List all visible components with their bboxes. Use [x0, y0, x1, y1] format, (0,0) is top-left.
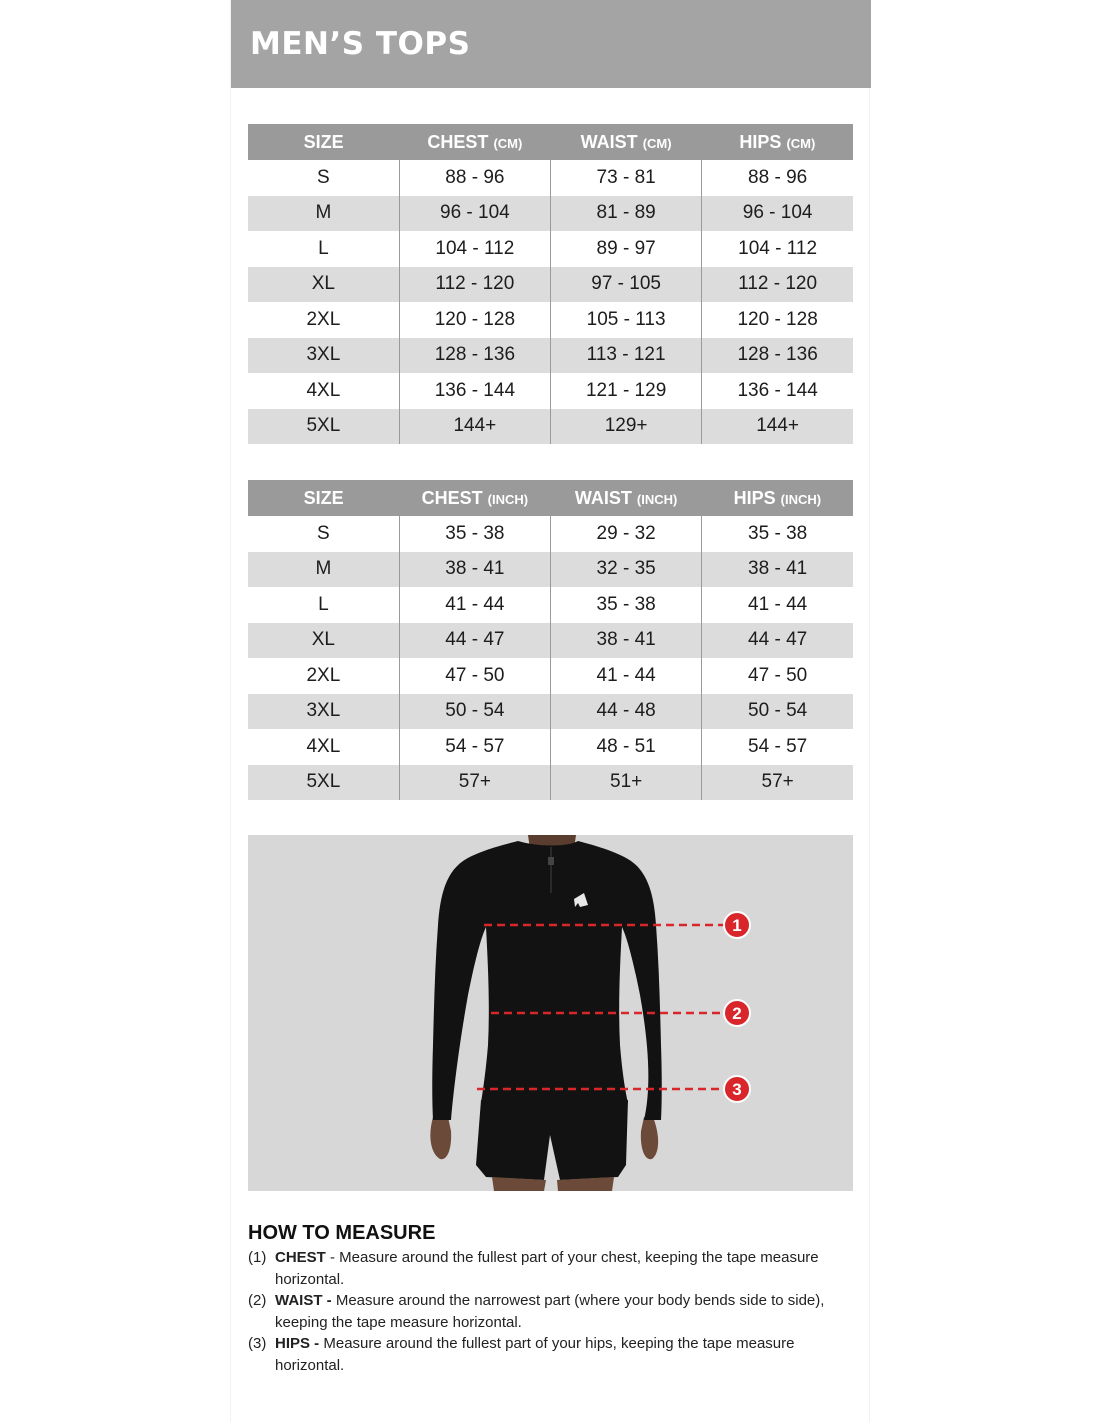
table-row	[248, 373, 853, 409]
hips-cell: 41 - 44	[702, 587, 853, 623]
size-cell: M	[248, 552, 399, 588]
hips-cell: 128 - 136	[702, 338, 853, 374]
measure-instructions	[248, 1247, 858, 1376]
table-row	[248, 694, 853, 730]
measurement-figure	[248, 835, 853, 1191]
header-hips: HIPS (INCH)	[702, 480, 853, 516]
hips-cell: 54 - 57	[702, 729, 853, 765]
table-row	[248, 196, 853, 232]
header-chest: CHEST (CM)	[399, 124, 550, 160]
table-row	[248, 587, 853, 623]
table-row	[248, 267, 853, 303]
size-cell: 4XL	[248, 373, 399, 409]
how-to-measure-title: HOW TO MEASURE	[248, 1222, 436, 1244]
header-size: SIZE	[248, 480, 399, 516]
chest-cell: 38 - 41	[399, 552, 550, 588]
waist-cell: 32 - 35	[551, 552, 702, 588]
size-cell: XL	[248, 267, 399, 303]
hips-cell: 50 - 54	[702, 694, 853, 730]
hips-cell: 35 - 38	[702, 516, 853, 552]
page-title: MEN’S TOPS	[250, 26, 471, 62]
instruction-text: Measure around the narrowest part (where your body bends side to side), keeping the tape measure horizontal.	[275, 1292, 825, 1331]
hips-cell: 88 - 96	[702, 160, 853, 196]
instruction-number: (1)	[248, 1249, 267, 1266]
table-row	[248, 160, 853, 196]
size-cell: S	[248, 516, 399, 552]
table-row	[248, 302, 853, 338]
size-cell: 2XL	[248, 302, 399, 338]
chest-cell: 112 - 120	[399, 267, 550, 303]
header-size: SIZE	[248, 124, 399, 160]
header-chest: CHEST (INCH)	[399, 480, 550, 516]
chest-cell: 47 - 50	[399, 658, 550, 694]
header-hips: HIPS (CM)	[702, 124, 853, 160]
waist-cell: 48 - 51	[551, 729, 702, 765]
instruction-waist	[248, 1290, 858, 1333]
hips-cell: 120 - 128	[702, 302, 853, 338]
instruction-term: CHEST	[275, 1249, 326, 1266]
instruction-hips	[248, 1333, 858, 1376]
waist-cell: 121 - 129	[551, 373, 702, 409]
chest-cell: 44 - 47	[399, 623, 550, 659]
table-header-row	[248, 124, 853, 160]
size-cell: M	[248, 196, 399, 232]
how-to-measure-section	[248, 1222, 858, 1376]
instruction-text: - Measure around the fullest part of your chest, keeping the tape measure horizontal.	[275, 1249, 819, 1288]
chest-cell: 96 - 104	[399, 196, 550, 232]
waist-cell: 29 - 32	[551, 516, 702, 552]
svg-text:3: 3	[732, 1080, 742, 1099]
waist-cell: 129+	[551, 409, 702, 445]
chest-cell: 41 - 44	[399, 587, 550, 623]
chest-cell: 120 - 128	[399, 302, 550, 338]
title-banner	[231, 0, 871, 88]
size-cell: 2XL	[248, 658, 399, 694]
marker-1-icon	[724, 912, 750, 938]
model-illustration	[248, 835, 853, 1191]
hips-cell: 136 - 144	[702, 373, 853, 409]
waist-cell: 113 - 121	[551, 338, 702, 374]
instruction-number: (2)	[248, 1292, 267, 1309]
chest-cell: 88 - 96	[399, 160, 550, 196]
table-row	[248, 729, 853, 765]
size-cell: L	[248, 231, 399, 267]
size-cell: L	[248, 587, 399, 623]
table-row	[248, 552, 853, 588]
table-row	[248, 658, 853, 694]
chest-cell: 57+	[399, 765, 550, 801]
waist-cell: 73 - 81	[551, 160, 702, 196]
size-table-inch	[248, 480, 853, 800]
table-row	[248, 516, 853, 552]
table-row	[248, 231, 853, 267]
instruction-text: Measure around the fullest part of your hips, keeping the tape measure horizontal.	[275, 1335, 795, 1374]
instruction-number: (3)	[248, 1335, 267, 1352]
chest-cell: 128 - 136	[399, 338, 550, 374]
size-cell: S	[248, 160, 399, 196]
header-waist: WAIST (INCH)	[551, 480, 702, 516]
waist-cell: 41 - 44	[551, 658, 702, 694]
size-cell: 3XL	[248, 694, 399, 730]
hips-cell: 112 - 120	[702, 267, 853, 303]
hips-cell: 38 - 41	[702, 552, 853, 588]
table-row	[248, 765, 853, 801]
chest-cell: 136 - 144	[399, 373, 550, 409]
instruction-term: WAIST -	[275, 1292, 332, 1309]
waist-cell: 97 - 105	[551, 267, 702, 303]
chest-cell: 50 - 54	[399, 694, 550, 730]
waist-cell: 35 - 38	[551, 587, 702, 623]
waist-cell: 44 - 48	[551, 694, 702, 730]
size-cell: 5XL	[248, 765, 399, 801]
instruction-chest	[248, 1247, 858, 1290]
table-row	[248, 409, 853, 445]
instruction-term: HIPS -	[275, 1335, 320, 1352]
waist-cell: 51+	[551, 765, 702, 801]
svg-text:1: 1	[732, 916, 742, 935]
hips-cell: 47 - 50	[702, 658, 853, 694]
header-waist: WAIST (CM)	[551, 124, 702, 160]
chest-cell: 35 - 38	[399, 516, 550, 552]
hips-cell: 96 - 104	[702, 196, 853, 232]
size-cell: 5XL	[248, 409, 399, 445]
chest-cell: 54 - 57	[399, 729, 550, 765]
waist-cell: 81 - 89	[551, 196, 702, 232]
size-guide-page	[230, 0, 870, 1422]
table-row	[248, 623, 853, 659]
table-header-row	[248, 480, 853, 516]
marker-2-icon	[724, 1000, 750, 1026]
waist-cell: 38 - 41	[551, 623, 702, 659]
waist-cell: 89 - 97	[551, 231, 702, 267]
size-cell: 4XL	[248, 729, 399, 765]
chest-cell: 144+	[399, 409, 550, 445]
svg-text:2: 2	[732, 1004, 742, 1023]
waist-cell: 105 - 113	[551, 302, 702, 338]
chest-cell: 104 - 112	[399, 231, 550, 267]
table-row	[248, 338, 853, 374]
hips-cell: 44 - 47	[702, 623, 853, 659]
hips-cell: 104 - 112	[702, 231, 853, 267]
size-cell: 3XL	[248, 338, 399, 374]
size-table-cm	[248, 124, 853, 444]
hips-cell: 144+	[702, 409, 853, 445]
size-cell: XL	[248, 623, 399, 659]
hips-cell: 57+	[702, 765, 853, 801]
marker-3-icon	[724, 1076, 750, 1102]
